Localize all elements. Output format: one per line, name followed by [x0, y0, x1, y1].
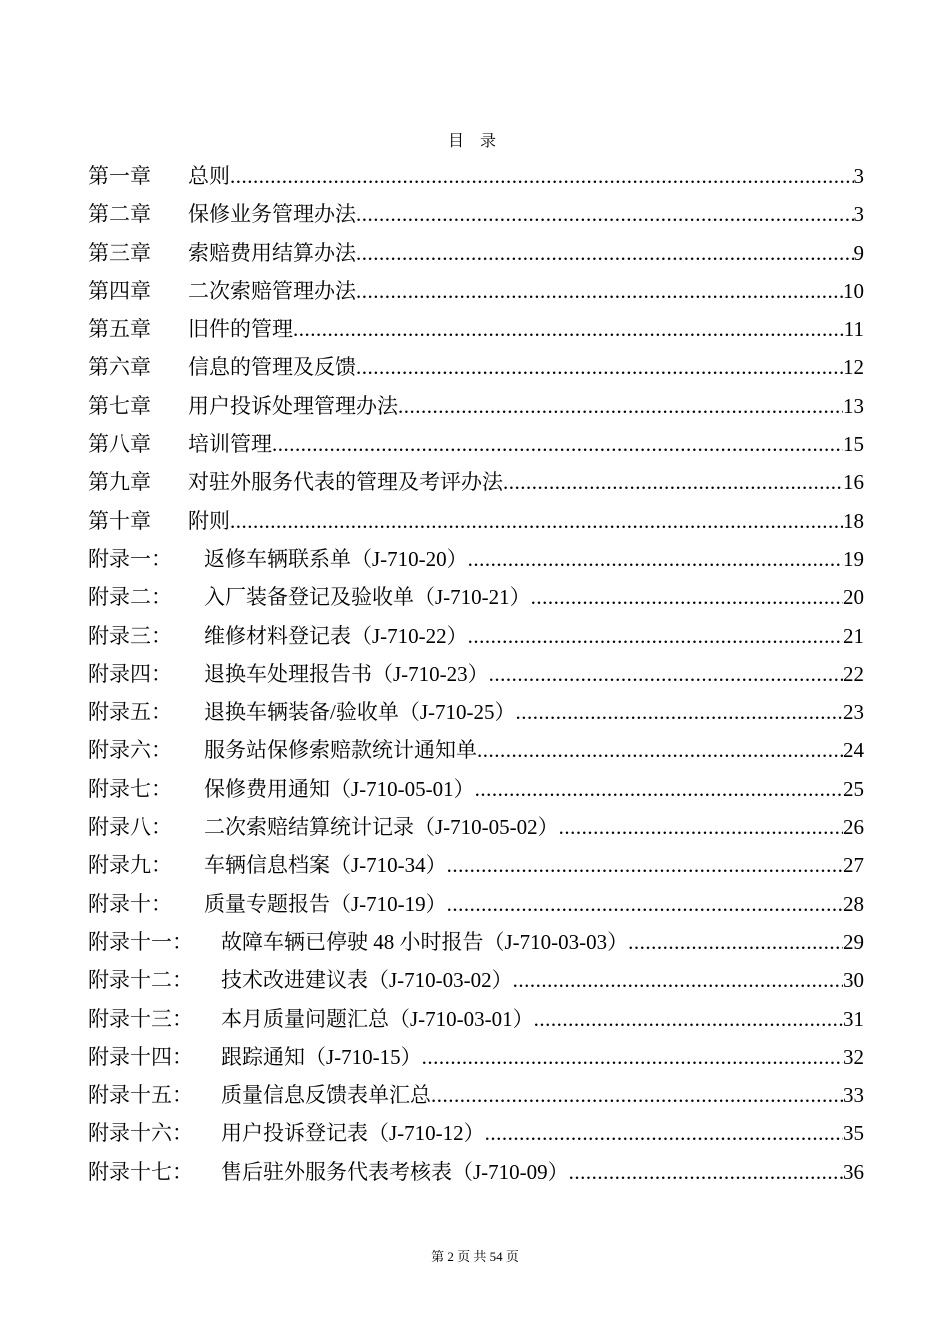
toc-label: 附录十三：	[88, 1006, 193, 1031]
toc-entry-appendix-7[interactable]	[88, 770, 864, 808]
toc-label: 附录十七：	[88, 1159, 193, 1184]
toc-page-number: 23	[843, 700, 864, 725]
toc-entry-appendix-17[interactable]	[88, 1153, 864, 1191]
toc-page-number: 30	[843, 968, 864, 993]
toc-title: 故障车辆已停驶 48 小时报告（J-710-03-03）	[221, 929, 629, 954]
toc-label: 附录十：	[88, 891, 172, 916]
toc-label: 附录九：	[88, 853, 172, 878]
toc-label: 附录十六：	[88, 1121, 193, 1146]
toc-page-number: 22	[843, 661, 864, 686]
toc-entry-chapter-1[interactable]	[88, 157, 864, 195]
toc-page-number: 19	[843, 546, 864, 571]
toc-title: 技术改进建议表（J-710-03-02）	[221, 968, 513, 993]
toc-leader	[398, 387, 843, 425]
toc-page-number: 32	[843, 1044, 864, 1069]
toc-label: 附录十五：	[88, 1083, 193, 1108]
toc-title: 保修业务管理办法	[188, 202, 356, 227]
toc-leader	[475, 770, 843, 808]
toc-page-number: 21	[843, 623, 864, 648]
toc-leader	[422, 1038, 843, 1076]
toc-title: 对驻外服务代表的管理及考评办法	[188, 470, 503, 495]
toc-title: 退换车辆装备/验收单（J-710-25）	[204, 700, 516, 725]
toc-entry-appendix-1[interactable]	[88, 540, 864, 578]
toc-title: 入厂装备登记及验收单（J-710-21）	[204, 585, 531, 610]
toc-label: 第一章	[88, 164, 151, 188]
toc-leader	[569, 1153, 843, 1191]
toc-entry-appendix-16[interactable]	[88, 1114, 864, 1152]
toc-title: 售后驻外服务代表考核表（J-710-09）	[221, 1159, 569, 1184]
toc-entry-chapter-2[interactable]	[88, 195, 864, 233]
toc-entry-appendix-8[interactable]	[88, 808, 864, 846]
toc-title: 质量信息反馈表单汇总	[221, 1083, 431, 1108]
toc-label: 第六章	[88, 355, 151, 380]
toc-label: 第八章	[88, 432, 151, 457]
toc-label: 第七章	[88, 393, 151, 418]
toc-title: 服务站保修索赔款统计通知单	[204, 738, 477, 763]
toc-page-number: 27	[843, 853, 864, 878]
toc-entry-chapter-10[interactable]	[88, 502, 864, 540]
toc-page-number: 13	[843, 393, 864, 418]
toc-page-number: 25	[843, 776, 864, 801]
toc-leader	[559, 808, 843, 846]
toc-leader	[272, 425, 843, 463]
toc-leader	[468, 617, 843, 655]
toc-title: 附则	[188, 508, 230, 533]
toc-label: 第五章	[88, 317, 151, 342]
toc-title: 车辆信息档案（J-710-34）	[204, 853, 447, 878]
toc-label: 第四章	[88, 278, 151, 303]
toc-entry-appendix-13[interactable]	[88, 1000, 864, 1038]
toc-title: 信息的管理及反馈	[188, 355, 356, 380]
toc-entry-chapter-3[interactable]	[88, 234, 864, 272]
toc-entry-appendix-9[interactable]	[88, 846, 864, 884]
toc-label: 附录五：	[88, 700, 172, 725]
toc-page-number: 29	[843, 929, 864, 954]
toc-entry-chapter-9[interactable]	[88, 463, 864, 501]
toc-entry-appendix-4[interactable]	[88, 655, 864, 693]
toc-leader	[513, 961, 843, 999]
toc-entry-appendix-15[interactable]	[88, 1076, 864, 1114]
toc-page-number: 35	[843, 1121, 864, 1146]
toc-entry-appendix-10[interactable]	[88, 885, 864, 923]
toc-leader	[534, 1000, 843, 1038]
toc-leader	[447, 885, 843, 923]
toc-label: 附录八：	[88, 815, 172, 840]
toc-page-number: 28	[843, 891, 864, 916]
toc-page-number: 26	[843, 815, 864, 840]
page-title: 目 录	[447, 133, 502, 150]
toc-page-number: 3	[853, 164, 864, 188]
toc-entry-appendix-11[interactable]	[88, 923, 864, 961]
toc-label: 附录三：	[88, 623, 172, 648]
toc-leader	[628, 923, 843, 961]
toc-title: 二次索赔管理办法	[188, 278, 356, 303]
toc-label: 第三章	[88, 240, 151, 265]
toc-leader	[293, 310, 844, 348]
toc-entry-appendix-14[interactable]	[88, 1038, 864, 1076]
toc-title: 本月质量问题汇总（J-710-03-01）	[221, 1006, 534, 1031]
toc-entry-chapter-4[interactable]	[88, 272, 864, 310]
toc-entry-chapter-8[interactable]	[88, 425, 864, 463]
toc-leader	[356, 195, 854, 233]
toc-leader	[356, 348, 843, 386]
toc-title: 维修材料登记表（J-710-22）	[204, 623, 468, 648]
toc-label: 第二章	[88, 202, 151, 227]
toc-label: 附录十四：	[88, 1044, 193, 1069]
toc-leader	[503, 463, 843, 501]
toc-leader	[431, 1076, 843, 1114]
toc-title: 用户投诉处理管理办法	[188, 393, 398, 418]
toc-entry-appendix-6[interactable]	[88, 731, 864, 769]
toc-title: 用户投诉登记表（J-710-12）	[221, 1121, 485, 1146]
toc-label: 附录十二：	[88, 968, 193, 993]
toc-title: 退换车处理报告书（J-710-23）	[204, 661, 489, 686]
toc-label: 第九章	[88, 470, 151, 495]
toc-page-number: 16	[843, 470, 864, 495]
toc-leader	[356, 272, 843, 310]
page-footer: 第 2 页 共 54 页	[431, 1249, 519, 1264]
toc-label: 附录四：	[88, 661, 172, 686]
toc-leader	[230, 502, 843, 540]
toc-leader	[516, 693, 844, 731]
toc-leader	[531, 578, 843, 616]
toc-title: 索赔费用结算办法	[188, 240, 356, 265]
table-of-contents	[88, 157, 864, 1191]
toc-label: 附录六：	[88, 738, 172, 763]
toc-page-number: 12	[843, 355, 864, 380]
toc-leader	[489, 655, 843, 693]
toc-leader	[477, 731, 843, 769]
toc-label: 附录十一：	[88, 929, 193, 954]
toc-page-number: 15	[843, 432, 864, 457]
toc-page-number: 3	[853, 202, 864, 227]
toc-page-number: 9	[853, 240, 864, 265]
toc-leader	[447, 846, 843, 884]
toc-title: 保修费用通知（J-710-05-01）	[204, 776, 475, 801]
toc-entry-appendix-5[interactable]	[88, 693, 864, 731]
toc-leader	[230, 157, 854, 195]
toc-title: 质量专题报告（J-710-19）	[204, 891, 447, 916]
toc-leader	[356, 234, 854, 272]
toc-label: 附录七：	[88, 776, 172, 801]
toc-page-number: 36	[843, 1159, 864, 1184]
toc-page-number: 31	[843, 1006, 864, 1031]
toc-leader	[468, 540, 843, 578]
toc-page-number: 11	[843, 317, 864, 342]
toc-leader	[485, 1114, 843, 1152]
toc-page-number: 24	[843, 738, 864, 763]
toc-entry-appendix-2[interactable]	[88, 578, 864, 616]
toc-label: 附录一：	[88, 546, 172, 571]
toc-page-number: 33	[843, 1083, 864, 1108]
toc-title: 总则	[188, 164, 230, 188]
toc-entry-chapter-7[interactable]	[88, 387, 864, 425]
toc-page-number: 18	[843, 508, 864, 533]
toc-page-number: 10	[843, 278, 864, 303]
toc-title: 跟踪通知（J-710-15）	[221, 1044, 422, 1069]
toc-title: 返修车辆联系单（J-710-20）	[204, 546, 468, 571]
toc-entry-appendix-3[interactable]	[88, 617, 864, 655]
toc-entry-chapter-5[interactable]	[88, 310, 864, 348]
toc-entry-appendix-12[interactable]	[88, 961, 864, 999]
toc-title: 旧件的管理	[188, 317, 293, 342]
toc-title: 培训管理	[188, 432, 272, 457]
toc-label: 附录二：	[88, 585, 172, 610]
toc-entry-chapter-6[interactable]	[88, 348, 864, 386]
toc-title: 二次索赔结算统计记录（J-710-05-02）	[204, 815, 559, 840]
toc-label: 第十章	[88, 508, 151, 533]
toc-page-number: 20	[843, 585, 864, 610]
